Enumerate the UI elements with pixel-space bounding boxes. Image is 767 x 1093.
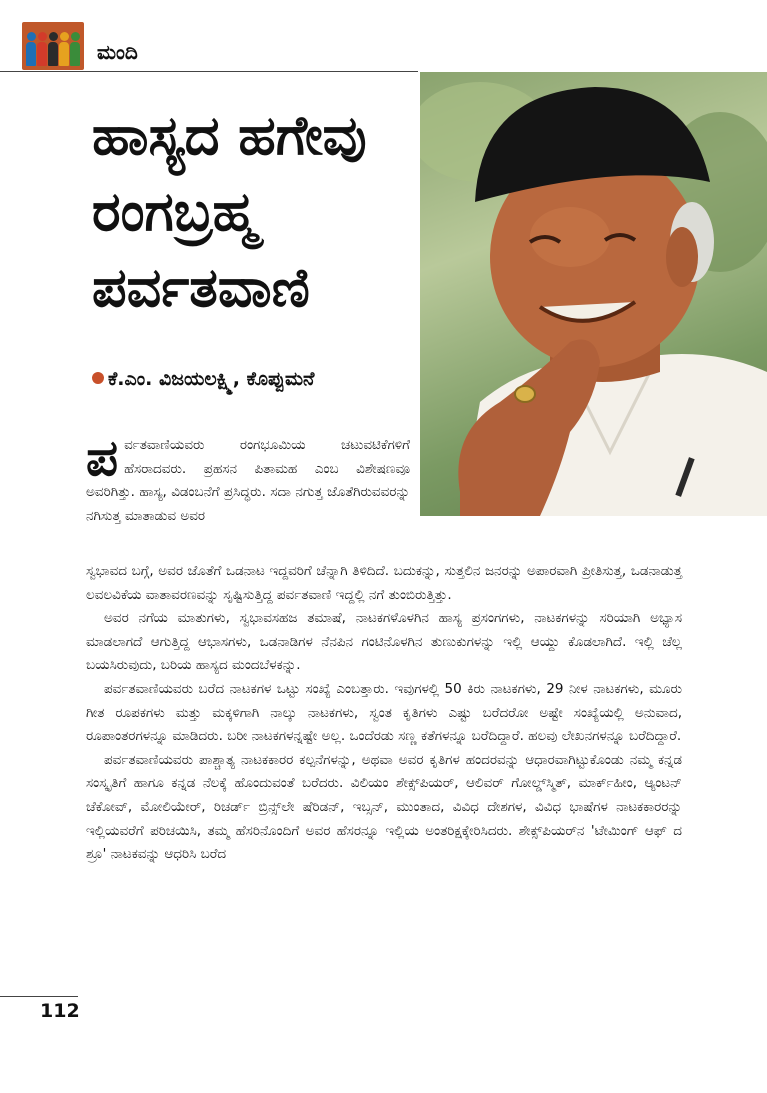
- logo-figure-icon: [59, 32, 69, 66]
- logo-figure-icon: [37, 32, 47, 66]
- header-divider: [0, 71, 418, 72]
- article-body: [86, 560, 682, 867]
- body-paragraph: ಪರ್ವತವಾಣಿಯವರು ಪಾಶ್ಚಾತ್ಯ ನಾಟಕಕಾರರ ಕಲ್ಪನೆಗಳನ್ನು, ಅಥವಾ ಅವರ ಕೃತಿಗಳ ಹಂದರವನ್ನು ಆಧಾರವಾಗಿಟ್ಟುಕೊಂಡು ನಮ್ಮ ಕನ್ನಡ ಸಂಸ್ಕೃತಿಗೆ ಹಾಗೂ ಕನ್ನಡ ನೆಲಕ್ಕೆ ಹೊಂದುವಂತೆ ಬರೆದರು. ವಿಲಿಯಂ ಶೇಕ್ಸ್‌ಪಿಯರ್, ಆಲಿವರ್ ಗೋಲ್ಡ್‌ಸ್ಮಿತ್, ಮಾರ್ಕ್‌ಹೀಂ, ಆ್ಯಂಟನ್ ಚೆಕೋವ್, ಮೋಲಿಯೇರ್, ರಿಚರ್ಡ್ ಬ್ರಿನ್ಸ್‌ಲೇ ಷೆರಿಡನ್, ಇಬ್ಸನ್, ಮುಂತಾದ, ವಿವಿಧ ದೇಶಗಳ, ವಿವಿಧ ಭಾಷೆಗಳ ನಾಟಕಕಾರರನ್ನು ಇಲ್ಲಿಯವರೆಗೆ ಪರಿಚಯಿಸಿ, ತಮ್ಮ ಹೆಸರಿನೊಂದಿಗೆ ಅವರ ಹೆಸರನ್ನೂ ಇಲ್ಲಿಯ ಅಂತರಿಕ್ಷಕ್ಕೇರಿಸಿದರು. ಶೇಕ್ಸ್‌ಪಿಯರ್‌ನ 'ಟೇಮಿಂಗ್ ಆಫ್ ದ ಶ್ರೂ' ನಾಟಕವನ್ನು ಆಧರಿಸಿ ಬರೆದ: [86, 751, 682, 863]
- author-byline: [92, 368, 314, 390]
- body-paragraph: ಅವರ ನಗೆಯ ಮಾತುಗಳು, ಸ್ವಭಾವಸಹಜ ತಮಾಷೆ, ನಾಟಕಗಳೊಳಗಿನ ಹಾಸ್ಯ ಪ್ರಸಂಗಗಳು, ನಾಟಕಗಳನ್ನು ಸರಿಯಾಗಿ ಅಭ್ಯಾಸ ಮಾಡಲಾಗದೆ ಆಗುತ್ತಿದ್ದ ಆಭಾಸಗಳು, ಒಡನಾಡಿಗಳ ನೆನಪಿನ ಗಂಟಿನೊಳಗಿನ ತುಣುಕುಗಳನ್ನು ಇಲ್ಲಿ ಆಯ್ದು ಕೊಡಲಾಗಿದೆ. ಇಲ್ಲಿ ಚೆಲ್ಲ ಬಯಸಿರುವುದು, ಬರಿಯ ಹಾಸ್ಯದ ಮಂದಬೆಳಕನ್ನು.: [86, 610, 682, 674]
- portrait-illustration: [420, 72, 767, 516]
- author-name: ಕೆ.ಎಂ. ವಿಜಯಲಕ್ಷ್ಮಿ, ಕೊಪ್ಪುಮನೆ: [108, 368, 315, 390]
- bullet-dot-icon: [92, 372, 104, 384]
- section-label: ಮಂದಿ: [97, 40, 138, 64]
- page-number: 112: [40, 1000, 80, 1022]
- logo-figure-icon: [48, 32, 58, 66]
- article-title: [92, 98, 422, 326]
- title-line: ರಂಗಬ್ರಹ್ಮ: [92, 180, 258, 243]
- logo-figure-icon: [70, 32, 80, 66]
- magazine-logo: [22, 22, 84, 70]
- body-paragraph: ಪರ್ವತವಾಣಿಯವರು ಬರೆದ ನಾಟಕಗಳ ಒಟ್ಟು ಸಂಖ್ಯೆ ಎಂಬತ್ತಾರು. ಇವುಗಳಲ್ಲಿ 50 ಕಿರು ನಾಟಕಗಳು, 29 ನೀಳ ನಾಟಕಗಳು, ಮೂರು ಗೀತ ರೂಪಕಗಳು ಮತ್ತು ಮಕ್ಕಳಿಗಾಗಿ ನಾಲ್ಕು ನಾಟಕಗಳು, ಸ್ವಂತ ಕೃತಿಗಳು ಎಷ್ಟು ಬರೆದರೋ ಅಷ್ಟೇ ಸಂಖ್ಯೆಯಲ್ಲಿ ಅನುವಾದ, ರೂಪಾಂತರಗಳನ್ನೂ ಮಾಡಿದರು. ಬರೀ ನಾಟಕಗಳನ್ನಷ್ಟೇ ಅಲ್ಲ. ಒಂದೆರಡು ಸಣ್ಣ ಕತೆಗಳನ್ನೂ ಬರೆದಿದ್ದಾರೆ. ಹಲವು ಲೇಖನಗಳನ್ನೂ ಬರೆದಿದ್ದಾರೆ.: [86, 680, 682, 745]
- title-line: ಹಾಸ್ಯದ ಹಗೇವು: [92, 104, 367, 167]
- intro-paragraph: [86, 429, 410, 528]
- intro-text: ರ್ವತವಾಣಿಯವರು ರಂಗಭೂಮಿಯ ಚಟುವಟಿಕೆಗಳಿಗೆ ಹೆಸರಾದವರು. ಪ್ರಹಸನ ಪಿತಾಮಹ ಎಂಬ ವಿಶೇಷಣವೂ ಅವರಿಗಿತ್ತು. ಹಾಸ್ಯ, ವಿಡಂಬನೆಗೆ ಪ್ರಸಿದ್ಧರು. ಸದಾ ನಗುತ್ತ ಜೊತೆಗಿರುವವರನ್ನು ನಗಿಸುತ್ತ ಮಾತಾಡುವ ಅವರ: [86, 437, 410, 524]
- title-line: ಪರ್ವತವಾಣಿ: [92, 256, 310, 319]
- body-paragraph: ಸ್ವಭಾವದ ಬಗ್ಗೆ, ಅವರ ಜೊತೆಗೆ ಒಡನಾಟ ಇದ್ದವರಿಗೆ ಚೆನ್ನಾಗಿ ತಿಳಿದಿದೆ. ಬದುಕನ್ನು, ಸುತ್ತಲಿನ ಜನರನ್ನು ಅಪಾರವಾಗಿ ಪ್ರೀತಿಸುತ್ತ, ಒಡನಾಡುತ್ತ ಲವಲವಿಕೆಯ ವಾತಾವರಣವನ್ನು ಸೃಷ್ಟಿಸುತ್ತಿದ್ದ ಪರ್ವತವಾಣಿ ಇದ್ದಲ್ಲಿ ನಗೆ ತುಂಬಿರುತ್ತಿತ್ತು.: [86, 563, 682, 603]
- drop-cap: ಪ: [86, 429, 119, 487]
- logo-figure-icon: [26, 32, 36, 66]
- footer-divider: [0, 996, 78, 997]
- portrait-photo: [420, 72, 767, 516]
